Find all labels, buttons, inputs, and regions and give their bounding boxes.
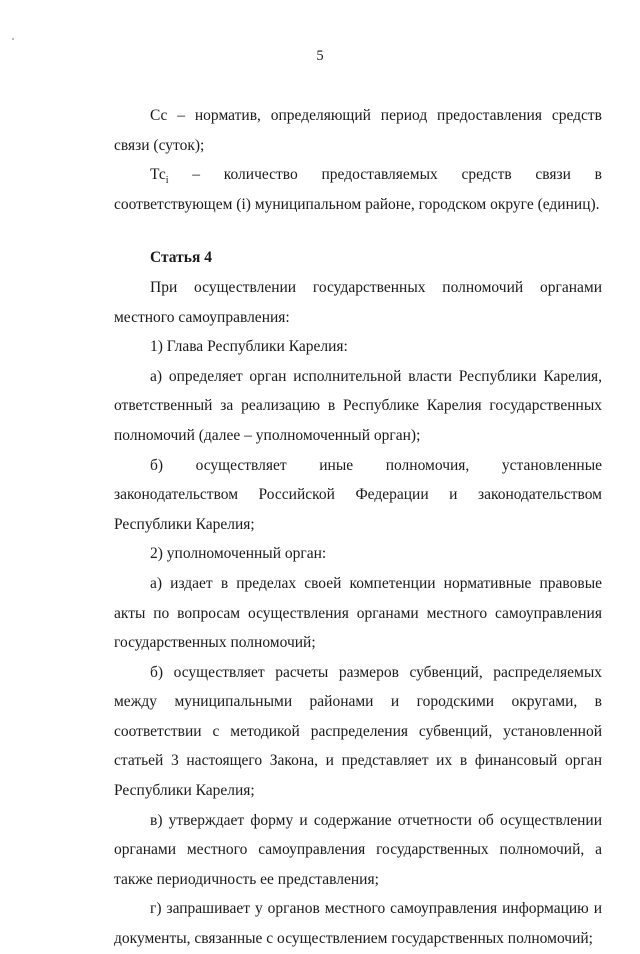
document-body [114, 101, 602, 954]
definition-symbol: Тс [150, 166, 166, 184]
definition-tc [114, 160, 602, 219]
page-number: 5 [316, 48, 324, 64]
article-paragraph: б) осуществляет иные полномочия, установленные законодательством Российской Федерации и законодательством Республики Карелия; [114, 456, 602, 533]
article-paragraph: а) определяет орган исполнительной власти Республики Карелия, ответственный за реализацию в Республике Карелия государственных полномочий (далее – уполномоченный орган); [114, 367, 602, 444]
article-heading: Статья 4 [150, 249, 212, 267]
definition-cc [114, 101, 602, 160]
definition-text: – норматив, определяющий период предоставления средств связи (суток); [114, 107, 602, 154]
scan-speck [12, 38, 14, 40]
article-paragraph: 1) Глава Республики Карелия: [150, 338, 348, 356]
definition-text: – количество предоставляемых средств связи в соответствующем (i) муниципальном районе, городском округе (единиц). [114, 166, 602, 213]
definition-symbol: Сс [150, 107, 168, 124]
definition-subscript: i [165, 175, 169, 187]
article-paragraph: в) утверждает форму и содержание отчетности об осуществлении органами местного самоуправления государственных полномочий, а также периодичность ее представления; [114, 811, 602, 888]
article-paragraph: г) запрашивает у органов местного самоуправления информацию и документы, связанные с осуществлением государственных полномочий; [114, 900, 602, 948]
article-paragraph: При осуществлении государственных полномочий органами местного самоуправления: [114, 278, 602, 326]
article-paragraph: б) осуществляет расчеты размеров субвенций, распределяемых между муниципальными районами и городскими округами, в соответствии с методикой распределения субвенций, установленной статьей 3 настоящего Закона, и представляет их в финансовый орган Республики Карелия; [114, 663, 602, 800]
article-paragraph: 2) уполномоченный орган: [150, 545, 327, 563]
article-paragraph: а) издает в пределах своей компетенции нормативные правовые акты по вопросам осуществления органами местного самоуправления государственных полномочий; [114, 574, 602, 652]
